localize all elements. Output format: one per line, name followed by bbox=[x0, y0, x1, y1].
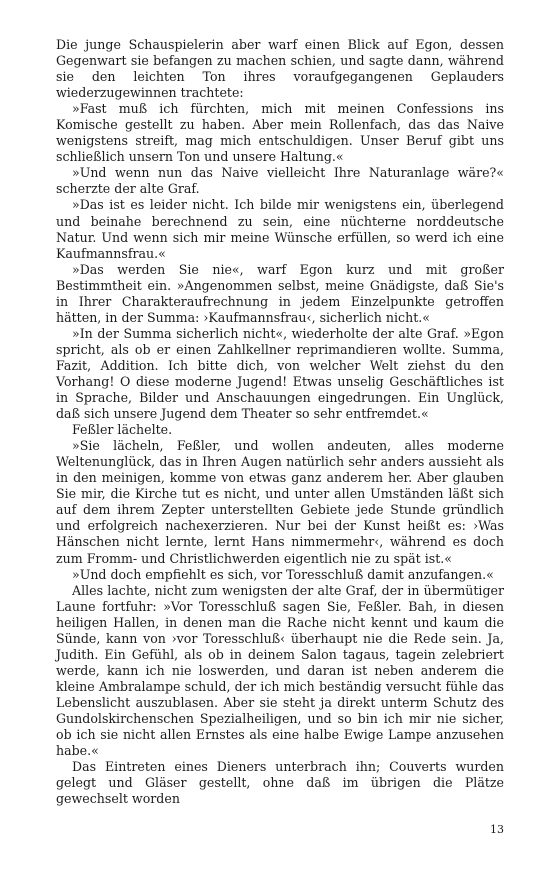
paragraph: »Sie lächeln, Feßler, und wollen andeuten, alles moderne Weltenunglück, das in Ihren Augen natürlich sehr anders aussieht als in den meinigen, komme von etwas ganz anderem her. Aber glauben Sie mir, die Kirche tut es nicht, und unter allen Umständen läßt sich auf dem ihrem Zepter unterstellten Gebiete jede Stunde gründlich und erfolgreich nachexerzieren. Nur bei der Kunst heißt es: ›Was Hänschen nicht lernte, lernt Hans nimmermehr‹, während es doch zum Fromm- und Christlichwerden eigentlich nie zu spät ist.« bbox=[56, 438, 504, 566]
body-text bbox=[56, 37, 504, 807]
paragraph: »In der Summa sicherlich nicht«, wiederholte der alte Graf. »Egon spricht, als ob er einen Zahlkellner reprimandieren wollte. Summa, Fazit, Addition. Ich bitte dich, von welcher Welt ziehst du den Vorhang! O diese moderne Jugend! Etwas unselig Geschäftliches ist in Sprache, Bilder und Anschauungen eingedrungen. Ein Unglück, daß sich unsere Jugend dem Theater so sehr entfremdet.« bbox=[56, 325, 504, 422]
paragraph: »Fast muß ich fürchten, mich mit meinen Confessions ins Komische gestellt zu haben. Aber mein Rollenfach, das das Naive wenigstens streift, mag mich entschuldigen. Unser Beruf gibt uns schließlich unsern Ton und unsere Haltung.« bbox=[56, 101, 504, 165]
paragraph: »Und wenn nun das Naive vielleicht Ihre Naturanlage wäre?« scherzte der alte Graf. bbox=[56, 165, 504, 197]
paragraph: »Das ist es leider nicht. Ich bilde mir wenigstens ein, überlegend und beinahe berechnend zu sein, eine nüchterne norddeutsche Natur. Und wenn sich mir meine Wünsche erfüllen, so werd ich eine Kaufmannsfrau.« bbox=[56, 197, 504, 261]
paragraph: »Das werden Sie nie«, warf Egon kurz und mit großer Bestimmtheit ein. »Angenommen selbst, meine Gnädigste, daß Sie's in Ihrer Charakteraufrechnung in jedem Einzelpunkte getroffen hätten, in der Summa: ›Kaufmannsfrau‹, sicherlich nicht.« bbox=[56, 261, 504, 325]
paragraph: Feßler lächelte. bbox=[72, 422, 173, 438]
paragraph: Die junge Schauspielerin aber warf einen Blick auf Egon, dessen Gegenwart sie befangen zu machen schien, und sagte dann, während sie den leichten Ton ihres voraufgegangenen Geplauders wiederzugewinnen trachtete: bbox=[56, 37, 504, 101]
paragraph: Das Eintreten eines Dieners unterbrach ihn; Couverts wurden gelegt und Gläser gestellt, ohne daß im übrigen die Plätze gewechselt worden bbox=[56, 759, 504, 807]
paragraph: Alles lachte, nicht zum wenigsten der alte Graf, der in übermütiger Laune fortfuhr: »Vor Toresschluß sagen Sie, Feßler. Bah, in diesen heiligen Hallen, in denen man die Rache nicht kennt und kaum die Sünde, kann von ›vor Toresschluß‹ überhaupt nie die Rede sein. Ja, Judith. Ein Gefühl, als ob in deinem Salon tagaus, tagein zelebriert werde, kann ich nie loswerden, und daran ist neben anderem die kleine Ambralampe schuld, der ich mich beständig versucht fühle das Lebenslicht auszublasen. Aber sie steht ja direkt unterm Schutz des Gundolskirchenschen Spezialheiligen, und so bin ich mir nie sicher, ob ich sie nicht allen Ernstes als eine halbe Ewige Lampe anzusehen habe.« bbox=[56, 582, 504, 759]
paragraph: »Und doch empfiehlt es sich, vor Toresschluß damit anzufangen.« bbox=[72, 566, 494, 582]
page-number: 13 bbox=[490, 823, 504, 836]
